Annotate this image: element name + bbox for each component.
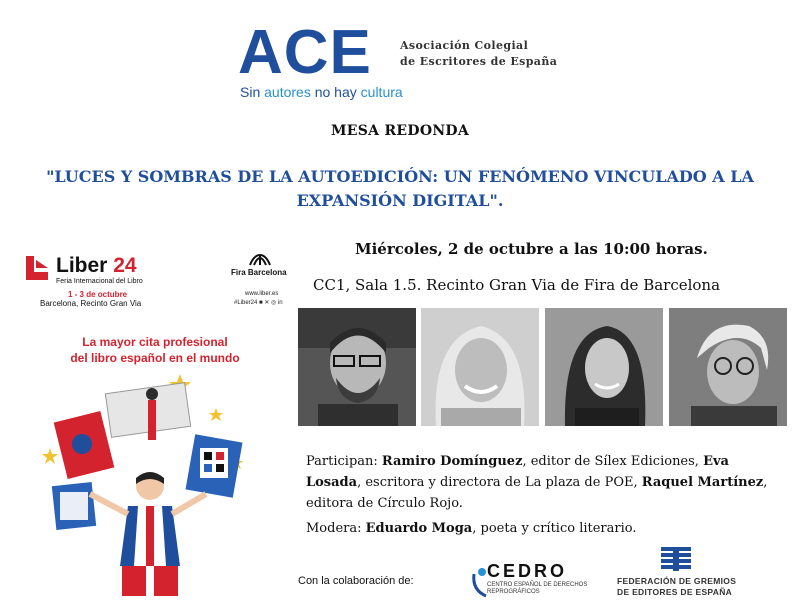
participant-name: Ramiro Domínguez (381, 454, 523, 469)
slogan-accent: cultura (360, 84, 403, 100)
moderator-intro: Modera: (306, 521, 366, 536)
event-venue: CC1, Sala 1.5. Recinto Gran Via de Fira de Barcelona (313, 276, 721, 294)
participant-name: Raquel Martínez (641, 475, 764, 490)
liber-subtitle: Feria Internacional del Libro (56, 278, 143, 285)
moderator-text (306, 518, 786, 539)
association-name-line: de Escritores de España (400, 55, 558, 68)
liber-dates: 1 - 3 de octubre (68, 290, 128, 299)
event-type: MESA REDONDA (330, 123, 470, 139)
liber-web: www.liber.es (245, 291, 279, 297)
liber-logo-icon (24, 254, 50, 282)
cedro-name: CEDRO (487, 561, 568, 581)
participant-photo-3 (545, 308, 663, 426)
liber-tagline-line: La mayor cita profesional (82, 335, 228, 349)
fge-name-line: FEDERACIÓN DE GREMIOS (617, 576, 737, 586)
liber-brand (56, 254, 137, 278)
ace-logo: ACE (238, 18, 372, 87)
cedro-subtitle: CENTRO ESPAÑOL DE DERECHOS REPROGRÁFICOS (487, 582, 588, 595)
liber-place: Barcelona, Recinto Gran Via (40, 299, 142, 308)
liber-brand-text: Liber (56, 254, 108, 277)
social-icons: ■ ✕ ◎ in (259, 300, 283, 306)
liber-hashtag: #Liber24 (234, 300, 258, 306)
ace-slogan (240, 84, 403, 100)
participant-role: , editor de Sílex Ediciones, (522, 454, 704, 469)
liber-tagline-line: del libro español en el mundo (70, 351, 240, 365)
participant-photo-1 (298, 308, 416, 426)
association-name (400, 38, 557, 70)
fge-name-line: DE EDITORES DE ESPAÑA (617, 587, 733, 597)
fge-name (617, 576, 736, 598)
participants-text (306, 451, 786, 514)
liber-social (234, 299, 283, 306)
participant-photo-2 (421, 308, 539, 426)
liber-brand-number: 24 (113, 254, 137, 277)
slogan-accent: autores (264, 84, 311, 100)
juggling-books-illustration-icon (30, 366, 260, 598)
slogan-part: Sin (240, 84, 265, 100)
fira-barcelona-name: Fira Barcelona (231, 268, 287, 277)
collaboration-label: Con la colaboración de: (298, 575, 414, 587)
association-name-line: Asociación Colegial (400, 39, 529, 52)
participant-name: Eva Losada (306, 454, 729, 490)
slogan-part: no hay (310, 84, 361, 100)
participant-role: , escritora y directora de La plaza de POE, (357, 475, 642, 490)
fge-grid-icon (661, 547, 691, 571)
moderator-role: , poeta y crítico literario. (472, 521, 637, 536)
event-title: "LUCES Y SOMBRAS DE LA AUTOEDICIÓN: UN FENÓMENO VINCULADO A LA EXPANSIÓN DIGITAL". (46, 167, 754, 210)
participants-intro: Participan: (306, 454, 382, 469)
participant-photo-4 (669, 308, 787, 426)
liber-tagline (20, 334, 290, 366)
event-datetime: Miércoles, 2 de octubre a las 10:00 horas. (355, 240, 708, 258)
participant-role: , editora de Círculo Rojo. (306, 475, 768, 511)
moderator-name: Eduardo Moga (365, 521, 473, 536)
fira-barcelona-logo-icon (248, 253, 272, 267)
